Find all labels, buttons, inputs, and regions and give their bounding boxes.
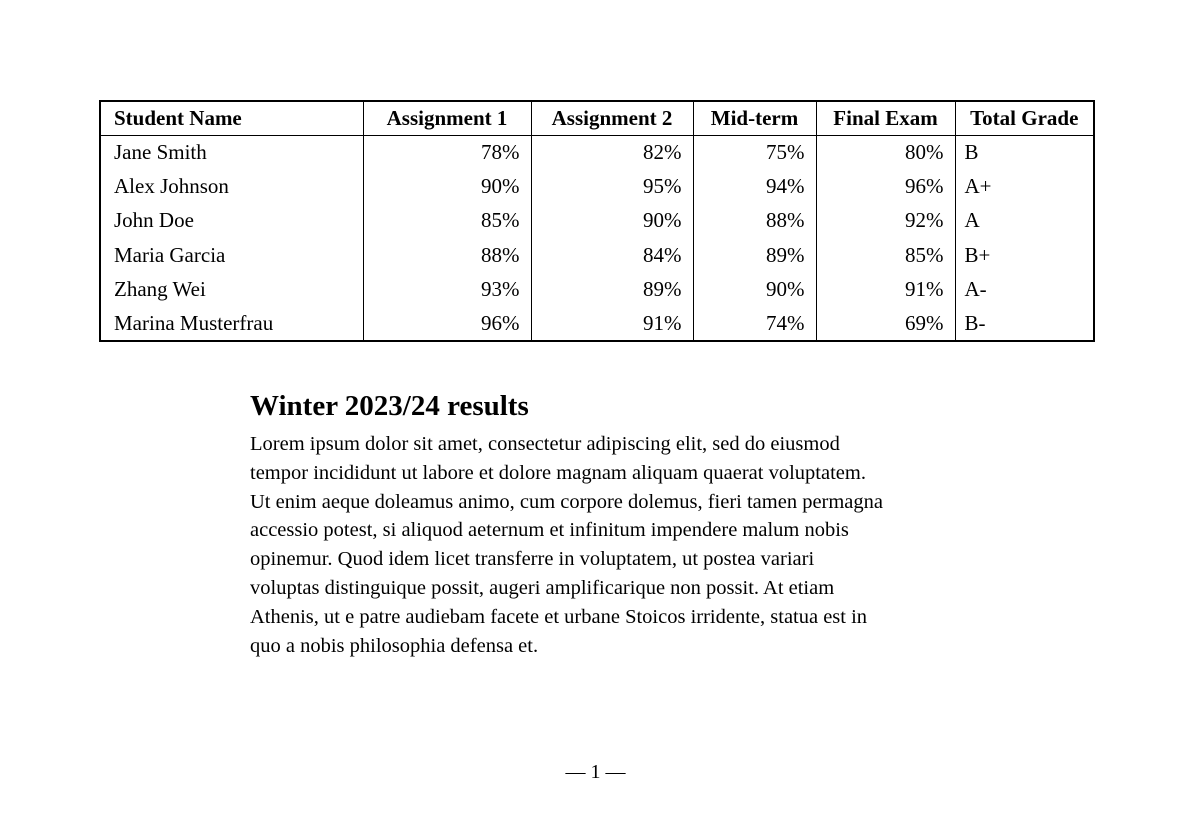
table-cell: 91%	[816, 273, 955, 307]
paragraph-line: tempor incididunt ut labore et dolore magnam aliquam quaerat voluptatem.	[250, 461, 866, 484]
table-cell: 82%	[531, 135, 693, 169]
column-header: Mid-term	[693, 101, 816, 135]
body-paragraph	[250, 430, 960, 660]
table-cell: Zhang Wei	[114, 277, 206, 302]
section-heading: Winter 2023/24 results	[250, 390, 529, 422]
table-cell: 84%	[531, 238, 693, 272]
column-header: Student Name	[100, 101, 363, 135]
paragraph-line: Athenis, ut e patre audiebam facete et urbane Stoicos irridente, statua est in	[250, 605, 868, 628]
table-cell: 90%	[531, 204, 693, 238]
paragraph-line: accessio potest, si aliquod aeternum et infinitum impendere malum nobis	[250, 519, 849, 542]
table-cell: 90%	[363, 169, 531, 203]
page-number: — 1 —	[565, 761, 626, 783]
table-cell: A+	[955, 169, 1094, 203]
table-cell: B	[955, 135, 1094, 169]
column-header: Final Exam	[816, 101, 955, 135]
table-cell: 94%	[693, 169, 816, 203]
table-cell: Marina Musterfrau	[114, 311, 274, 336]
table-cell: Alex Johnson	[114, 174, 229, 199]
table-cell: 85%	[816, 238, 955, 272]
table-cell: A-	[955, 273, 1094, 307]
column-header: Assignment 1	[363, 101, 531, 135]
table-cell: 80%	[816, 135, 955, 169]
table-cell: 90%	[693, 273, 816, 307]
table-cell: B+	[955, 238, 1094, 272]
grades-table	[99, 100, 1095, 342]
table-row	[100, 307, 1094, 341]
table-cell: Maria Garcia	[114, 242, 226, 267]
table-cell: 88%	[363, 238, 531, 272]
table-cell: 95%	[531, 169, 693, 203]
table-cell: 78%	[363, 135, 531, 169]
table-cell: 89%	[531, 273, 693, 307]
table-row	[100, 273, 1094, 307]
table-cell: 96%	[816, 169, 955, 203]
table-cell: 89%	[693, 238, 816, 272]
table-cell: 93%	[363, 273, 531, 307]
header-row	[100, 101, 1094, 135]
table-cell: 92%	[816, 204, 955, 238]
table-row	[100, 135, 1094, 169]
table-cell: 85%	[363, 204, 531, 238]
table-row	[100, 238, 1094, 272]
column-header: Assignment 2	[531, 101, 693, 135]
grades-table-header	[100, 101, 1094, 135]
paragraph-line: Ut enim aeque doleamus animo, cum corpore dolemus, fieri tamen permagna	[250, 490, 884, 513]
table-cell: B-	[955, 307, 1094, 341]
results-section	[250, 389, 960, 660]
grades-table-body	[100, 135, 1094, 341]
paragraph-line: quo a nobis philosophia defensa et.	[250, 634, 539, 657]
table-row	[100, 204, 1094, 238]
table-row	[100, 169, 1094, 203]
paragraph-line: opinemur. Quod idem licet transferre in voluptatem, ut postea variari	[250, 548, 815, 571]
table-cell: A	[955, 204, 1094, 238]
table-cell: John Doe	[114, 208, 194, 233]
table-cell: 91%	[531, 307, 693, 341]
table-cell: 74%	[693, 307, 816, 341]
table-cell: 96%	[363, 307, 531, 341]
column-header: Total Grade	[955, 101, 1094, 135]
table-cell: 69%	[816, 307, 955, 341]
table-cell: 75%	[693, 135, 816, 169]
table-cell: Jane Smith	[114, 139, 207, 164]
paragraph-line: Lorem ipsum dolor sit amet, consectetur adipiscing elit, sed do eiusmod	[250, 433, 840, 455]
paragraph-line: voluptas distinguique possit, augeri amplificarique non possit. At etiam	[250, 576, 835, 599]
table-cell: 88%	[693, 204, 816, 238]
